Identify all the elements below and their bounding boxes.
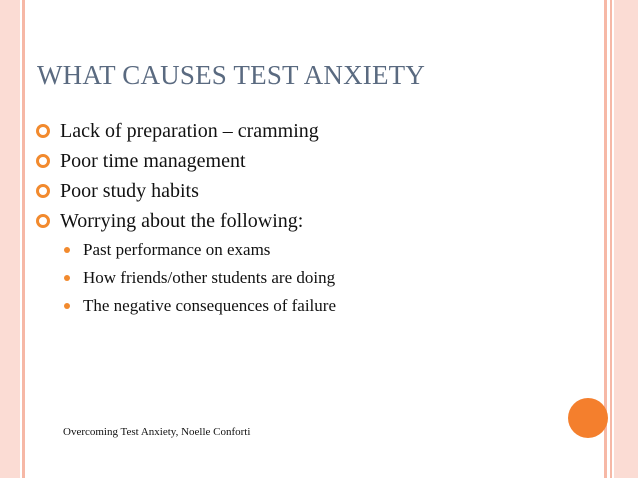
accent-circle — [568, 398, 608, 438]
bullet-item — [36, 176, 336, 206]
subbullet-text: How friends/other students are doing — [83, 268, 336, 287]
subbullet-item — [64, 236, 336, 264]
subbullet-group — [36, 236, 336, 320]
slide-title: WHAT CAUSES TEST ANXIETY — [37, 60, 426, 90]
subbullet-item — [64, 264, 336, 292]
slide-footer: Overcoming Test Anxiety, Noelle Conforti — [63, 426, 251, 438]
ring-bullet-icon — [36, 214, 50, 228]
left-border-band — [0, 0, 20, 478]
subbullet-item — [64, 292, 336, 320]
dot-bullet-icon — [64, 275, 70, 281]
ring-bullet-icon — [36, 154, 50, 168]
left-border-line — [22, 0, 25, 478]
right-border-line-inner — [610, 0, 612, 478]
subbullet-text: The negative consequences of failure — [83, 296, 336, 315]
subbullet-list — [36, 236, 336, 320]
right-border-band — [614, 0, 638, 478]
bullet-text: Poor study habits — [60, 179, 199, 202]
dot-bullet-icon — [64, 247, 70, 253]
ring-bullet-icon — [36, 184, 50, 198]
bullet-item — [36, 116, 336, 146]
bullet-text: Worrying about the following: — [60, 209, 304, 232]
bullet-text: Lack of preparation – cramming — [60, 119, 319, 142]
bullet-text: Poor time management — [60, 149, 246, 172]
bullet-list — [36, 116, 336, 320]
dot-bullet-icon — [64, 303, 70, 309]
bullet-item — [36, 206, 336, 236]
bullet-item — [36, 146, 336, 176]
ring-bullet-icon — [36, 124, 50, 138]
subbullet-text: Past performance on exams — [83, 240, 271, 259]
